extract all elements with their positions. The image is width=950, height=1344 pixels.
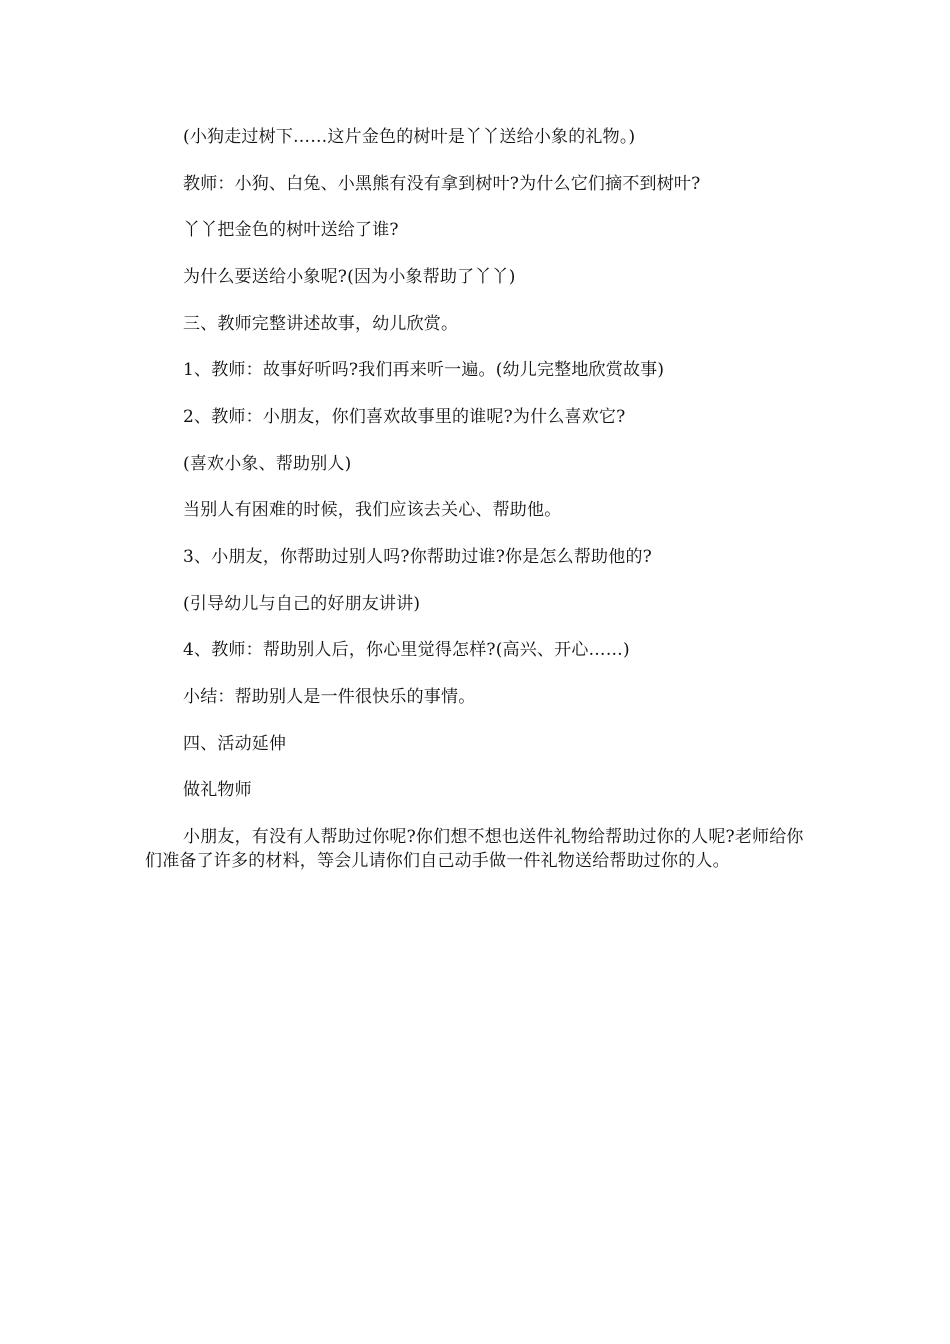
paragraph-summary: 小结：帮助别人是一件很快乐的事情。	[183, 687, 476, 707]
paragraph-step-4: 4、教师：帮助别人后，你心里觉得怎样?(高兴、开心……)	[183, 640, 630, 660]
paragraph-answer-2: (喜欢小象、帮助别人)	[183, 454, 352, 474]
paragraph-help-others: 当别人有困难的时候，我们应该去关心、帮助他。	[183, 500, 562, 520]
paragraph-gift-maker: 做礼物师	[183, 780, 252, 800]
paragraph-closing: 小朋友，有没有人帮助过你呢?你们想不想也送件礼物给帮助过你的人呢?老师给你们准备了许多的材料，等会儿请你们自己动手做一件礼物送给帮助过你的人。	[145, 827, 804, 871]
paragraph-question-who: 丫丫把金色的树叶送给了谁?	[183, 220, 399, 240]
paragraph-step-3: 3、小朋友，你帮助过别人吗?你帮助过谁?你是怎么帮助他的?	[183, 547, 652, 567]
paragraph-step-2: 2、教师：小朋友，你们喜欢故事里的谁呢?为什么喜欢它?	[183, 407, 626, 427]
section-heading-three: 三、教师完整讲述故事，幼儿欣赏。	[183, 314, 459, 334]
paragraph-guide: (引导幼儿与自己的好朋友讲讲)	[183, 594, 421, 614]
paragraph-step-1: 1、教师：故事好听吗?我们再来听一遍。(幼儿完整地欣赏故事)	[183, 360, 665, 380]
paragraph-teacher-question-leaves: 教师：小狗、白兔、小黑熊有没有拿到树叶?为什么它们摘不到树叶?	[183, 174, 701, 194]
paragraph-story-excerpt: (小狗走过树下……这片金色的树叶是丫丫送给小象的礼物。)	[183, 127, 636, 147]
section-heading-four: 四、活动延伸	[183, 734, 287, 754]
paragraph-question-why: 为什么要送给小象呢?(因为小象帮助了丫丫)	[183, 267, 516, 287]
